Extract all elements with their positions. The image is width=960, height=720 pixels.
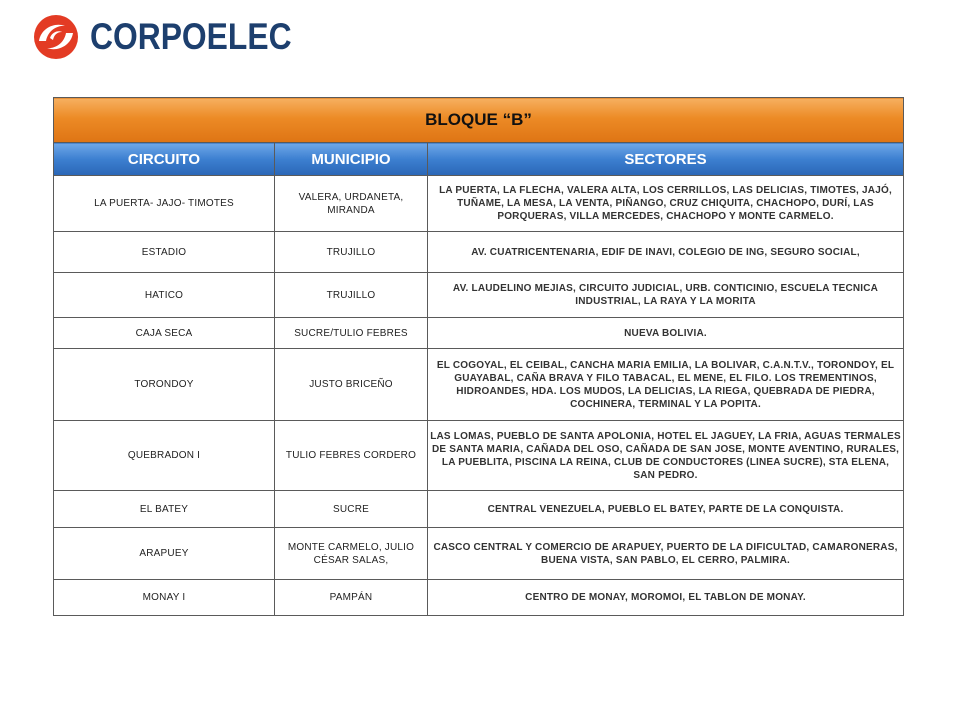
brand-name: CORPOELEC <box>90 16 292 57</box>
cell-sectores: LAS LOMAS, PUEBLO DE SANTA APOLONIA, HOTEL EL JAGUEY, LA FRIA, AGUAS TERMALES DE SANTA MARIA, CAÑADA DEL OSO, CAÑADA DE SAN JOSE, MONTE AVENTINO, RURALES, LA PUEBLITA, PISCINA LA REINA, CLUB DE CONDUCTORES (LINEA SUCRE), STA ELENA, SAN PEDRO. <box>428 421 904 491</box>
table-row <box>54 273 904 318</box>
cell-circuito: HATICO <box>54 273 275 318</box>
cell-municipio: VALERA, URDANETA, MIRANDA <box>275 176 428 232</box>
cell-municipio: PAMPÁN <box>275 580 428 616</box>
table-row <box>54 232 904 273</box>
table-row <box>54 580 904 616</box>
cell-circuito: CAJA SECA <box>54 318 275 349</box>
corpoelec-logo <box>30 14 324 60</box>
table-row <box>54 528 904 580</box>
bloque-table <box>53 97 904 616</box>
cell-sectores: CASCO CENTRAL Y COMERCIO DE ARAPUEY, PUERTO DE LA DIFICULTAD, CAMARONERAS, BUENA VISTA, SAN PABLO, EL CERRO, PALMIRA. <box>428 528 904 580</box>
cell-sectores: CENTRAL VENEZUELA, PUEBLO EL BATEY, PARTE DE LA CONQUISTA. <box>428 491 904 528</box>
cell-municipio: JUSTO BRICEÑO <box>275 349 428 421</box>
cell-municipio: SUCRE/TULIO FEBRES <box>275 318 428 349</box>
cell-sectores: CENTRO DE MONAY, MOROMOI, EL TABLON DE MONAY. <box>428 580 904 616</box>
header-circuito: CIRCUITO <box>54 143 275 176</box>
cell-municipio: TRUJILLO <box>275 232 428 273</box>
header-municipio: MUNICIPIO <box>275 143 428 176</box>
cell-circuito: LA PUERTA- JAJO- TIMOTES <box>54 176 275 232</box>
cell-municipio: TULIO FEBRES CORDERO <box>275 421 428 491</box>
cell-circuito: TORONDOY <box>54 349 275 421</box>
table-row <box>54 349 904 421</box>
table-title: BLOQUE “B” <box>54 98 904 143</box>
cell-sectores: LA PUERTA, LA FLECHA, VALERA ALTA, LOS CERRILLOS, LAS DELICIAS, TIMOTES, JAJÓ, TUÑAME, LA MESA, LA VENTA, PIÑANGO, CRUZ CHIQUITA, CHACHOPO, DURÍ, LAS PORQUERAS, VILLA MERCEDES, CHACHOPO Y MONTE CARMELO. <box>428 176 904 232</box>
table-row <box>54 318 904 349</box>
table-row <box>54 176 904 232</box>
cell-sectores: AV. CUATRICENTENARIA, EDIF DE INAVI, COLEGIO DE ING, SEGURO SOCIAL, <box>428 232 904 273</box>
cell-circuito: MONAY I <box>54 580 275 616</box>
header-sectores: SECTORES <box>428 143 904 176</box>
cell-municipio: TRUJILLO <box>275 273 428 318</box>
cell-municipio: MONTE CARMELO, JULIO CÉSAR SALAS, <box>275 528 428 580</box>
corpoelec-logo-icon <box>30 14 82 60</box>
cell-circuito: QUEBRADON I <box>54 421 275 491</box>
cell-sectores: EL COGOYAL, EL CEIBAL, CANCHA MARIA EMILIA, LA BOLIVAR, C.A.N.T.V., TORONDOY, EL GUAYABAL, CAÑA BRAVA Y FILO TABACAL, EL MENE, EL FILO. LOS TREMENTINOS, HIDROANDES, HDA. LOS MUDOS, LA DELICIAS, LA RIEGA, QUEBRADA DE PIEDRA, COCHINERA, TERMINAL Y LA POPITA. <box>428 349 904 421</box>
table-row <box>54 491 904 528</box>
table-row <box>54 421 904 491</box>
cell-circuito: ARAPUEY <box>54 528 275 580</box>
cell-sectores: AV. LAUDELINO MEJIAS, CIRCUITO JUDICIAL, URB. CONTICINIO, ESCUELA TECNICA INDUSTRIAL, LA RAYA Y LA MORITA <box>428 273 904 318</box>
cell-sectores: NUEVA BOLIVIA. <box>428 318 904 349</box>
cell-circuito: ESTADIO <box>54 232 275 273</box>
cell-municipio: SUCRE <box>275 491 428 528</box>
cell-circuito: EL BATEY <box>54 491 275 528</box>
